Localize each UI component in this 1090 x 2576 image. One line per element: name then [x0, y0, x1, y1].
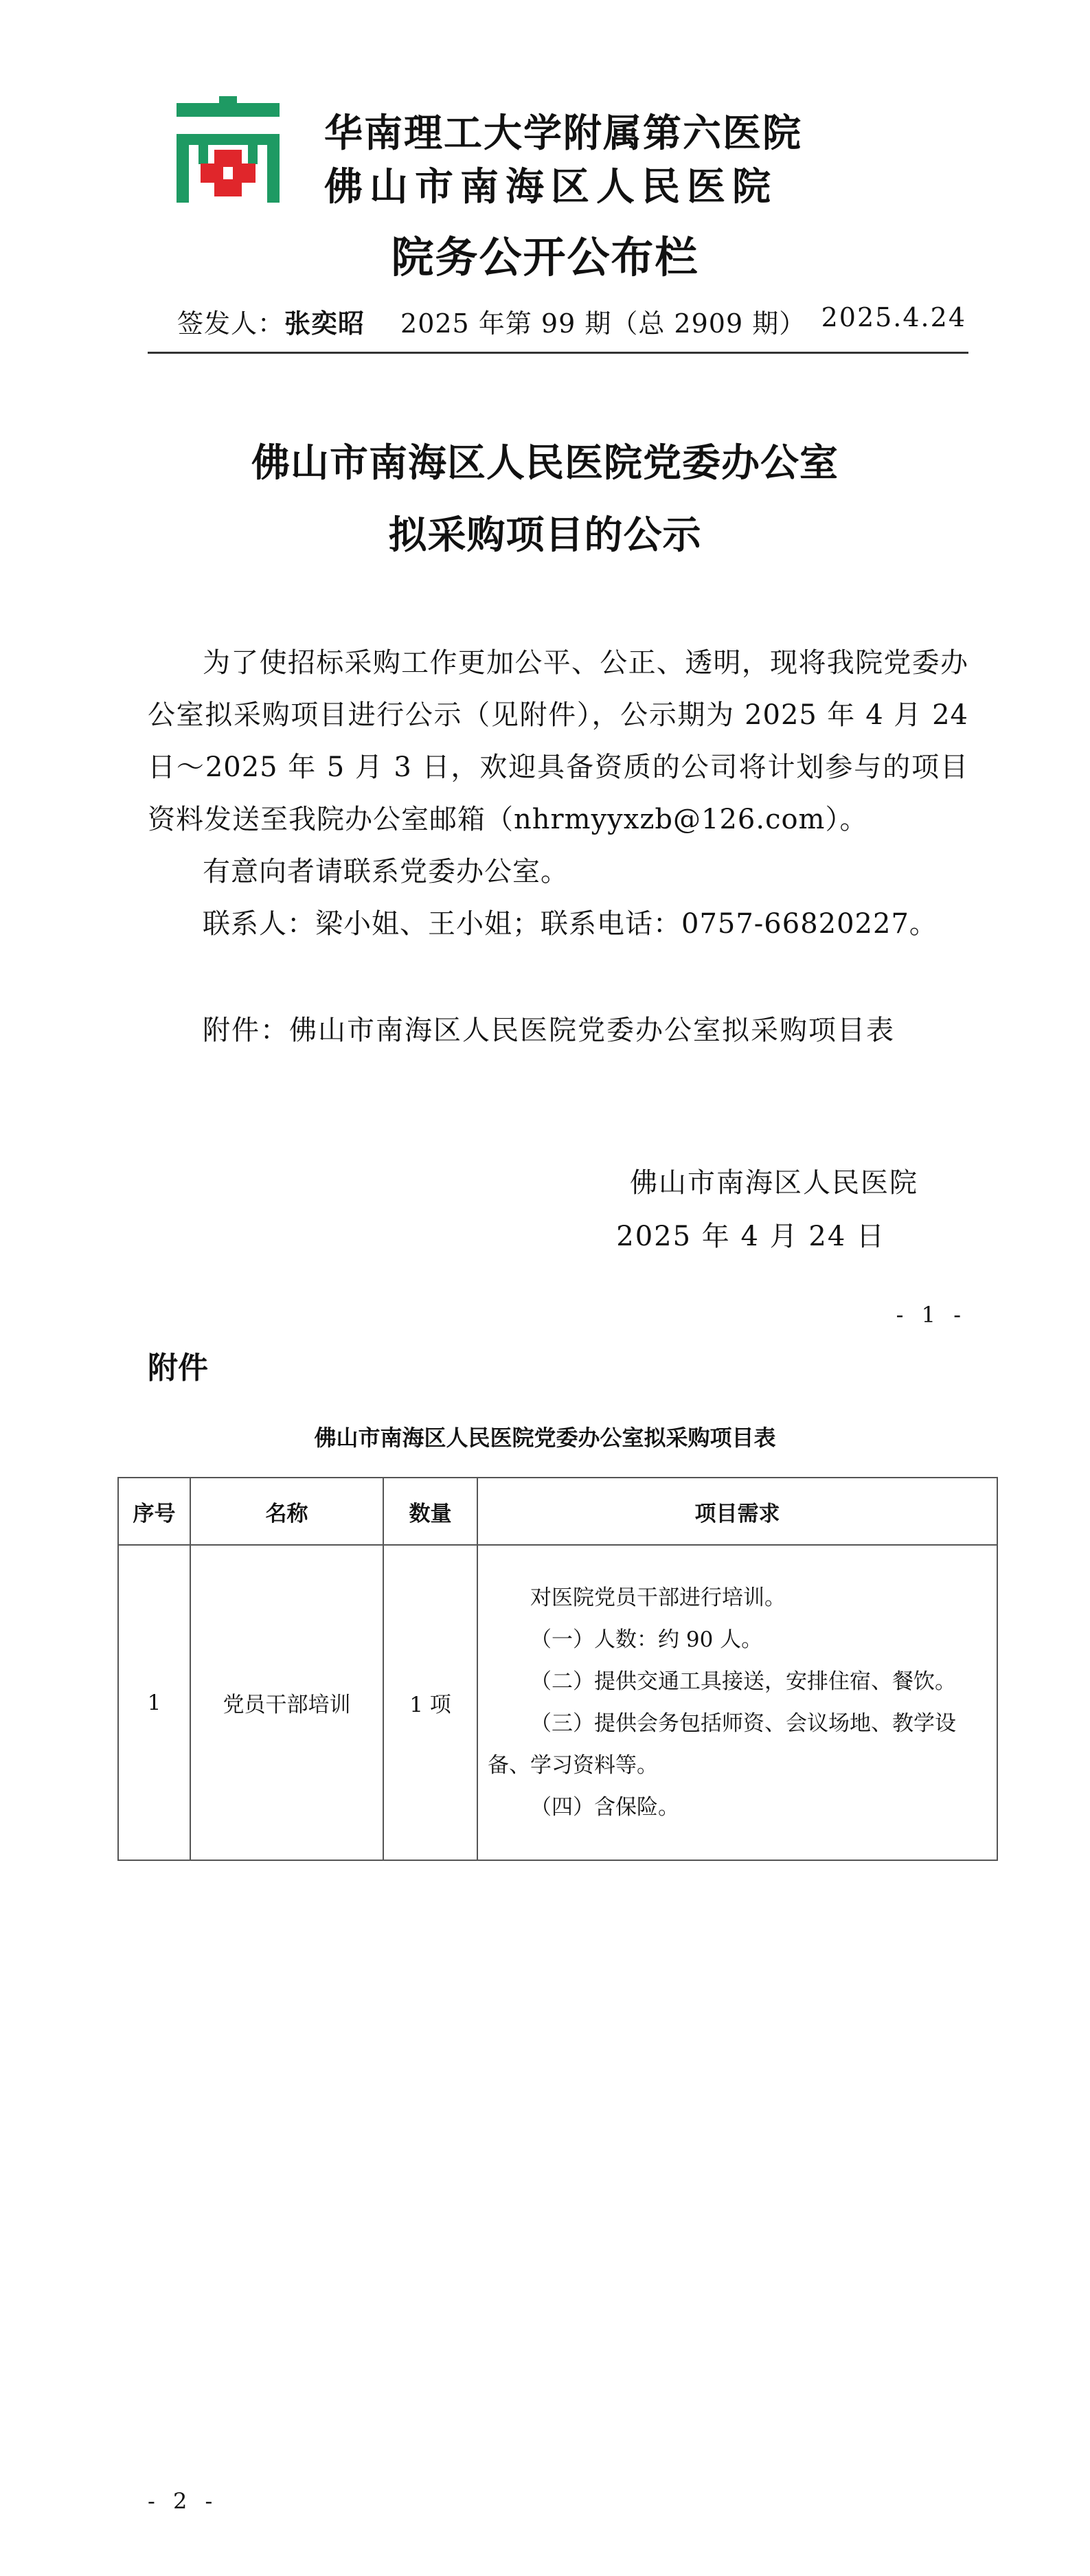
hospital-logo	[177, 96, 280, 203]
row-name: 党员干部培训	[190, 1545, 383, 1860]
hospital-name-line2: 佛山市南海区人民医院	[324, 165, 777, 210]
requirement-line: （二）提供交通工具接送，安排住宿、餐饮。	[530, 1669, 956, 1694]
column-header: 名称	[190, 1478, 383, 1545]
requirement-line: （四）含保险。	[530, 1794, 679, 1820]
notice-paragraph: 为了使招标采购工作更加公平、公正、透明，现将我院党委办公室拟采购项目进行公示（见附件），公示期为 2025 年 4 月 24 日～2025 年 5 月 3 日，欢迎具备资质的公司将计划参与的项目资料发送至我院办公室邮箱（nhrmyyxzb@126.com）。	[148, 647, 968, 835]
hospital-name-line1: 华南理工大学附属第六医院	[324, 111, 802, 156]
procurement-table	[117, 1477, 998, 1861]
column-header: 数量	[383, 1478, 477, 1545]
page-number: - 2 -	[148, 2488, 218, 2514]
issue-date: 2025.4.24	[821, 302, 966, 332]
notice-body	[148, 637, 968, 950]
requirement-line: （三）提供会务包括师资、会议场地、教学设备、学习资料等。	[488, 1710, 956, 1778]
row-index: 1	[118, 1545, 190, 1860]
notice-paragraph: 联系人：梁小姐、王小姐；联系电话：0757-66820227。	[203, 908, 938, 940]
signer-label: 签发人：	[177, 308, 285, 339]
page-number: - 1 -	[896, 1302, 966, 1328]
attachment-label: 附件	[148, 1351, 208, 1386]
notice-title-line2: 拟采购项目的公示	[388, 512, 702, 558]
table-title: 佛山市南海区人民医院党委办公室拟采购项目表	[314, 1425, 776, 1451]
issue-number: 2025 年第 99 期（总 2909 期）	[400, 308, 806, 339]
column-header: 序号	[118, 1478, 190, 1545]
requirement-line: 对医院党员干部进行培训。	[530, 1585, 786, 1610]
signing-organization: 佛山市南海区人民医院	[630, 1167, 918, 1199]
signing-date: 2025 年 4 月 24 日	[616, 1221, 885, 1252]
board-title: 院务公开公布栏	[391, 232, 699, 282]
attachment-reference: 附件：佛山市南海区人民医院党委办公室拟采购项目表	[203, 1015, 895, 1046]
notice-paragraph: 有意向者请联系党委办公室。	[203, 856, 569, 888]
table-header-row	[118, 1478, 997, 1545]
column-header: 项目需求	[477, 1478, 997, 1545]
signer-name: 张奕昭	[284, 308, 365, 339]
notice-title-line1: 佛山市南海区人民医院党委办公室	[251, 440, 839, 486]
row-quantity: 1 项	[383, 1545, 477, 1860]
issue-info	[177, 302, 806, 340]
requirement-line: （一）人数：约 90 人。	[530, 1627, 763, 1652]
header-divider	[148, 352, 968, 354]
row-requirements	[477, 1545, 997, 1860]
table-row	[118, 1545, 997, 1860]
